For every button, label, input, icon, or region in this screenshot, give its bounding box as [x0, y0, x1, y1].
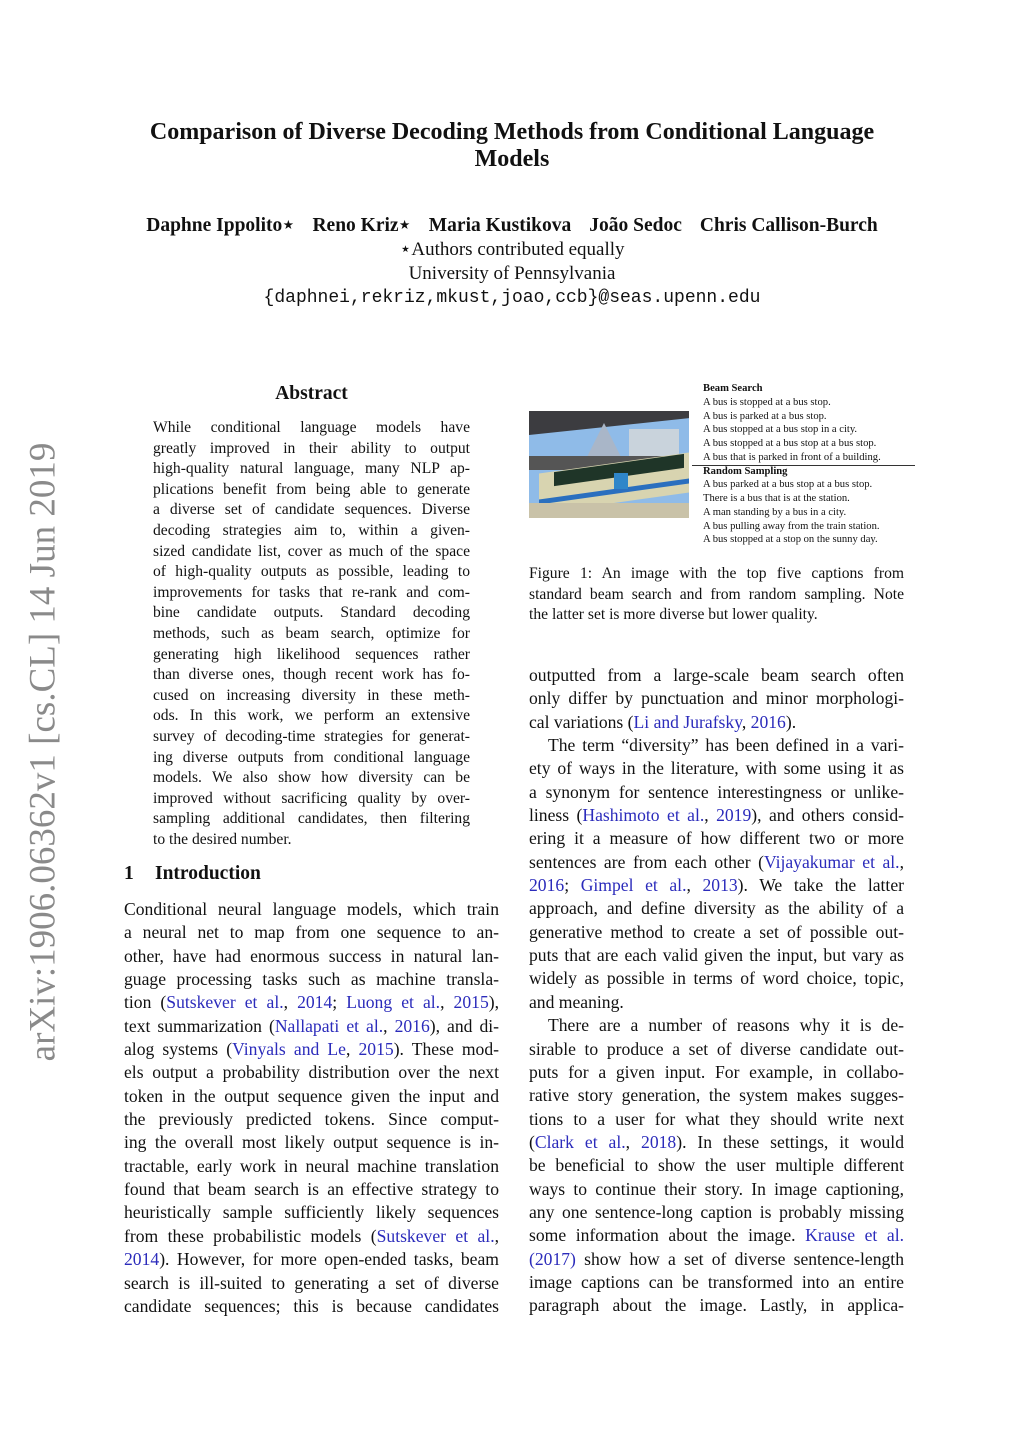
text-segment: sentences are from each other ( — [529, 851, 764, 872]
citation-link[interactable]: 2013 — [702, 875, 738, 896]
text-line — [529, 1014, 904, 1037]
text-segment: cal variations ( — [529, 711, 634, 732]
text-segment: generative method to create a set of possible out- — [529, 921, 904, 942]
random-caption: A man standing by a bus in a city. — [703, 506, 847, 518]
text-line — [529, 585, 904, 606]
text-segment: puts that are each valid given the input, but vary as — [529, 945, 904, 966]
right-column-body — [529, 664, 904, 1318]
text-line — [529, 967, 904, 990]
text-line — [153, 480, 470, 501]
citation-link[interactable]: 2019 — [716, 805, 752, 826]
text-segment: the latter set is more diverse but lower quality. — [529, 606, 818, 624]
text-segment: be beneficial to show the user multiple different — [529, 1155, 904, 1176]
text-segment: Figure 1: An image with the top five captions from — [529, 565, 904, 582]
text-line — [153, 521, 470, 542]
text-line — [153, 830, 470, 851]
text-segment: widely as possible in terms of word choice, topic, — [529, 968, 904, 989]
figure-bus-photo — [529, 411, 689, 518]
text-line — [529, 804, 904, 827]
citation-link[interactable]: Hashimoto et al. — [582, 805, 705, 826]
text-segment: ). These mod- — [393, 1039, 499, 1060]
text-segment: ering it a measure of how different two or more — [529, 828, 904, 849]
text-segment: ; — [564, 875, 581, 896]
citation-link[interactable]: Clark et al. — [534, 1131, 626, 1152]
text-segment: plications benefit from being able to generate — [153, 480, 470, 498]
text-line — [153, 624, 470, 645]
text-segment: rative story generation, the system makes sugges- — [529, 1085, 904, 1106]
text-segment: ; — [332, 992, 347, 1013]
text-line — [529, 664, 904, 687]
text-line — [124, 1248, 499, 1271]
text-segment: ). — [785, 711, 797, 732]
text-segment: , — [625, 1131, 642, 1152]
text-segment: than diverse ones, though recent work has fo- — [153, 666, 470, 684]
text-line — [153, 583, 470, 604]
citation-link[interactable]: 2016 — [750, 711, 786, 732]
text-segment: image captions can be transformed into an entire — [529, 1271, 904, 1292]
text-line — [153, 418, 470, 439]
citation-link[interactable]: 2015 — [453, 992, 489, 1013]
text-line — [529, 1061, 904, 1084]
affiliation: University of Pennsylvania — [408, 263, 616, 284]
text-segment: sized candidate list, cover as much of the space — [153, 542, 470, 560]
text-segment: methods, such as beam search, optimize for — [153, 624, 470, 642]
author: Maria Kustikova — [428, 215, 572, 236]
introduction-body — [124, 898, 499, 1318]
text-segment: generating high likelihood sequences rather — [153, 645, 470, 663]
citation-link[interactable]: Vijayakumar et al. — [763, 851, 900, 872]
text-line — [153, 768, 470, 789]
text-line — [153, 645, 470, 666]
text-line — [124, 1178, 499, 1201]
text-segment: ( — [529, 1131, 535, 1152]
text-line — [153, 439, 470, 460]
text-line — [153, 562, 470, 583]
text-segment: The term “diversity” has been defined in a vari- — [548, 735, 904, 756]
text-segment: a diverse set of candidate sequences. Diverse — [153, 501, 470, 519]
citation-link[interactable]: (2017) — [529, 1248, 576, 1269]
text-segment: models. We also show how diversity can be — [153, 769, 470, 787]
text-line — [153, 748, 470, 769]
text-segment: , — [704, 805, 717, 826]
text-line — [529, 1294, 904, 1317]
text-line — [124, 898, 499, 921]
text-line — [124, 1155, 499, 1178]
text-line — [529, 874, 904, 897]
text-segment: decoding strategies aim to, within a given- — [153, 521, 470, 539]
text-segment: standard beam search and from random sampling. Note — [529, 585, 904, 603]
citation-link[interactable]: Gimpel et al. — [580, 875, 687, 896]
text-line — [124, 968, 499, 991]
text-line — [153, 603, 470, 624]
text-segment: show how a set of diverse sentence-length — [575, 1248, 904, 1269]
text-line — [529, 1248, 904, 1271]
text-line — [124, 991, 499, 1014]
text-segment: puts for a given input. For example, in collabo- — [529, 1061, 904, 1082]
random-sampling-heading: Random Sampling — [703, 465, 788, 477]
text-line — [529, 1131, 904, 1154]
random-caption: A bus stopped at a stop on the sunny day. — [703, 534, 878, 546]
text-segment: tractable, early work in neural machine translation — [124, 1155, 499, 1176]
beam-caption: A bus is stopped at a bus stop. — [703, 396, 831, 408]
text-segment: survey of decoding-time strategies for generat- — [153, 727, 470, 745]
beam-caption: A bus stopped at a bus stop in a city. — [703, 424, 858, 436]
citation-link[interactable]: 2016 — [529, 875, 565, 896]
text-segment: Conditional neural language models, which train — [124, 899, 499, 919]
text-line — [124, 1085, 499, 1108]
text-segment: token in the output sequence given the input and — [124, 1085, 499, 1106]
beam-search-heading: Beam Search — [703, 383, 763, 394]
text-line — [529, 757, 904, 780]
text-line — [529, 921, 904, 944]
citation-link[interactable]: Sutskever et al. — [166, 992, 284, 1013]
text-segment: improved without sacrificing quality by over- — [153, 789, 470, 807]
text-segment: ). However, for more open-ended tasks, beam — [159, 1249, 499, 1270]
citation-link[interactable]: Sutskever et al. — [376, 1225, 495, 1246]
text-line — [124, 1038, 499, 1061]
text-segment: There are a number of reasons why it is de- — [548, 1015, 904, 1036]
text-line — [529, 1201, 904, 1224]
text-segment: , — [494, 1225, 499, 1246]
text-segment: some information about the image. — [529, 1225, 806, 1246]
citation-link[interactable]: Li and Jurafsky — [633, 711, 742, 732]
text-line — [153, 727, 470, 748]
figure-divider — [692, 465, 915, 466]
text-segment: high-quality natural language, many NLP ap- — [153, 460, 470, 478]
text-line — [529, 1154, 904, 1177]
text-line — [529, 827, 904, 850]
author: Reno Kriz⋆ — [312, 215, 411, 236]
text-line — [529, 1271, 904, 1294]
text-line — [153, 706, 470, 727]
text-line — [529, 944, 904, 967]
text-segment: ing diverse outputs from conditional language — [153, 748, 470, 766]
text-line — [153, 809, 470, 830]
text-line — [124, 1131, 499, 1154]
text-segment: text summarization ( — [124, 1015, 275, 1036]
text-line — [124, 921, 499, 944]
text-line — [529, 711, 904, 734]
text-segment: any one sentence-long caption is probably missing — [529, 1201, 904, 1222]
citation-link[interactable]: Krause et al. — [805, 1225, 904, 1246]
text-segment: to the desired number. — [153, 830, 292, 848]
text-segment: ), — [488, 992, 499, 1013]
text-segment: , — [383, 1015, 395, 1036]
text-line — [529, 1038, 904, 1061]
text-segment: ety of ways in the literature, with some using it as — [529, 758, 904, 779]
citation-link[interactable]: Luong et al. — [346, 992, 441, 1013]
random-caption: A bus parked at a bus stop at a bus stop. — [703, 479, 873, 491]
text-line — [153, 686, 470, 707]
text-line — [124, 1295, 499, 1318]
author: Daphne Ippolito⋆ — [146, 215, 295, 236]
text-segment: ), and di- — [429, 1015, 499, 1036]
text-line — [529, 1224, 904, 1247]
figure-caption — [529, 564, 904, 626]
text-segment: candidate sequences; this is because candidates — [124, 1295, 499, 1316]
text-segment: and meaning. — [529, 991, 624, 1012]
citation-link[interactable]: 2018 — [641, 1131, 677, 1152]
beam-caption: A bus stopped at a bus stop at a bus stop. — [703, 438, 877, 449]
text-line — [529, 781, 904, 804]
text-segment: , — [440, 992, 454, 1013]
text-segment: greatly improved in their ability to output — [153, 439, 470, 457]
text-segment: , — [899, 851, 904, 872]
text-line — [529, 687, 904, 710]
text-segment: alog systems ( — [124, 1039, 233, 1060]
text-segment: cused on increasing diversity in these meth- — [153, 686, 470, 704]
text-segment: paragraph about the image. Lastly, in applica- — [529, 1295, 904, 1316]
text-segment: a synonym for sentence interestingness or unlike- — [529, 781, 904, 802]
text-line — [529, 991, 904, 1014]
arxiv-identifier-stamp: arXiv:1906.06362v1 [cs.CL] 14 Jun 2019 — [22, 442, 64, 1062]
text-line — [124, 945, 499, 968]
text-segment: ), and others consid- — [751, 805, 904, 826]
text-segment: ). In these settings, it would — [676, 1131, 904, 1152]
text-segment: sampling additional candidates, then filtering — [153, 810, 470, 828]
text-segment: approach, and define diversity as the ability of a — [529, 898, 904, 919]
text-line — [529, 564, 904, 585]
title-line: Models — [474, 146, 550, 172]
text-segment: While conditional language models have — [153, 419, 470, 436]
text-segment: heuristically sample sufficiently likely sequences — [124, 1202, 499, 1223]
author: Chris Callison-Burch — [699, 215, 878, 236]
text-line — [153, 789, 470, 810]
text-segment: , — [741, 711, 751, 732]
author-emails: {daphnei,rekriz,mkust,joao,ccb}@seas.upenn.edu — [263, 288, 761, 308]
citation-link[interactable]: Nallapati et al. — [274, 1015, 384, 1036]
text-line — [529, 1084, 904, 1107]
section-number: 1 — [124, 863, 134, 884]
text-segment: tion ( — [124, 992, 167, 1013]
text-line — [529, 605, 904, 626]
abstract-body — [153, 418, 470, 850]
text-segment: ing the overall most likely output sequence is in- — [124, 1132, 499, 1153]
text-segment: of high-quality outputs as possible, leading to — [153, 563, 470, 581]
text-line — [529, 1108, 904, 1131]
text-segment: els output a probability distribution over the next — [124, 1062, 499, 1083]
text-line — [124, 1201, 499, 1224]
citation-link[interactable]: 2014 — [297, 992, 333, 1013]
random-caption: A bus pulling away from the train station. — [703, 520, 880, 532]
text-segment: search is ill-suited to generating a set of diverse — [124, 1272, 499, 1293]
text-segment: only differ by punctuation and minor morphologi- — [529, 688, 904, 709]
text-line — [124, 1015, 499, 1038]
text-line — [124, 1225, 499, 1248]
text-segment: sirable to produce a set of diverse candidate out- — [529, 1038, 904, 1059]
text-line — [153, 500, 470, 521]
title-line: Comparison of Diverse Decoding Methods from Conditional Language — [149, 119, 875, 145]
text-segment: found that beam search is an effective strategy to — [124, 1179, 499, 1200]
citation-link[interactable]: 2014 — [124, 1249, 160, 1270]
text-segment: ways to continue their story. In image captioning, — [529, 1178, 904, 1199]
author: João Sedoc — [589, 215, 682, 236]
paper-title — [0, 119, 1024, 173]
section-heading-introduction — [124, 863, 261, 885]
abstract-heading: Abstract — [275, 383, 348, 404]
random-caption: There is a bus that is at the station. — [703, 493, 850, 504]
beam-caption: A bus that is parked in front of a building. — [703, 451, 881, 463]
text-line — [529, 1178, 904, 1201]
equal-contribution-note: ⋆Authors contributed equally — [399, 239, 625, 260]
text-segment: tions to a user for what they should write next — [529, 1108, 904, 1129]
text-line — [124, 1061, 499, 1084]
citation-link[interactable]: Vinyals and Le — [232, 1039, 346, 1060]
section-title: Introduction — [155, 863, 261, 884]
text-line — [529, 897, 904, 920]
text-segment: , — [345, 1039, 359, 1060]
text-line — [124, 1272, 499, 1295]
text-line — [529, 851, 904, 874]
beam-caption: A bus is parked at a bus stop. — [703, 410, 827, 422]
text-line — [529, 734, 904, 757]
citation-link[interactable]: 2015 — [358, 1039, 394, 1060]
text-line — [124, 1108, 499, 1131]
author-list — [0, 213, 1024, 237]
text-segment: outputted from a large-scale beam search often — [529, 665, 904, 685]
text-segment: , — [283, 992, 298, 1013]
text-line — [153, 665, 470, 686]
text-segment: a neural net to map from one sequence to an- — [124, 922, 499, 943]
text-segment: bine candidate outputs. Standard decoding — [153, 604, 470, 622]
text-line — [153, 542, 470, 563]
text-segment: the previously predicted tokens. Since comput- — [124, 1109, 499, 1130]
text-line — [153, 459, 470, 480]
text-segment: other, have had enormous success in natural lan- — [124, 945, 499, 966]
text-segment: ods. In this work, we perform an extensive — [153, 707, 470, 725]
text-segment: from these probabilistic models ( — [124, 1225, 377, 1246]
text-segment: , — [686, 875, 703, 896]
text-segment: liness ( — [529, 805, 583, 826]
text-segment: ). We take the latter — [737, 875, 904, 896]
text-segment: improvements for tasks that re-rank and com- — [153, 583, 470, 601]
text-segment: guage processing tasks such as machine transla- — [124, 969, 499, 990]
citation-link[interactable]: 2016 — [394, 1015, 430, 1036]
